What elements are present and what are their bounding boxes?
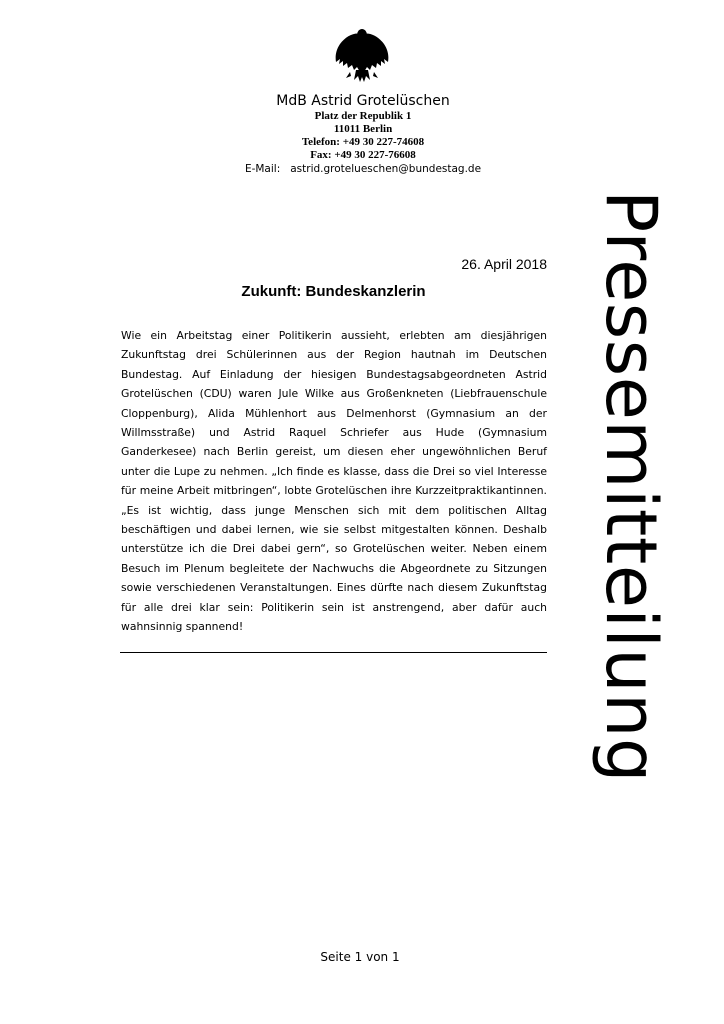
release-date: 26. April 2018 xyxy=(461,256,547,272)
letterhead-email-row xyxy=(180,162,546,176)
letterhead-address-line1: Platz der Republik 1 xyxy=(314,110,412,122)
letterhead-email: astrid.grotelueschen@bundestag.de xyxy=(290,163,482,175)
page-footer: Seite 1 von 1 xyxy=(320,950,400,964)
letterhead-email-label: E-Mail: xyxy=(244,163,281,175)
divider xyxy=(120,652,547,653)
body-text: Wie ein Arbeitstag einer Politikerin aussieht, erlebten am diesjährigen Zukunftstag drei Schülerinnen aus der Region hautnah im Deutschen Bundestag. Auf Einladung der hiesigen Bundestagsabgeordneten Astrid Grotelüschen (CDU) waren Jule Wilke aus Großenkneten (Liebfrauenschule Cloppenburg), Alida Mühlenhort aus Delmenhorst (Gymnasium an der Willmsstraße) und Astrid Raquel Schriefer aus Hude (Gymnasium Ganderkesee) nach Berlin gereist, um diesen eher ungewöhnlichen Beruf unter die Lupe zu nehmen. „Ich finde es klasse, dass die Drei so viel Interesse für meine Arbeit mitbringen“, lobte Grotelüschen ihre Kurzzeitpraktikantinnen. „Es ist wichtig, dass junge Menschen sich mit dem politischen Alltag beschäftigen und dabei lernen, wie sie selbst mitgestalten können. Deshalb unterstütze ich die Drei dabei gern“, so Grotelüschen weiter. Neben einem Besuch im Plenum begleitete der Nachwuchs die Abgeordnete zu Sitzungen sowie verschiedenen Veranstaltungen. Eines dürfte nach diesem Zukunftstag für alle drei klar sein: Politikerin sein ist anstrengend, aber dafür auch wahnsinnig spannend! xyxy=(121,329,547,634)
federal-eagle-icon xyxy=(334,26,390,86)
letterhead-fax: Fax: +49 30 227-76608 xyxy=(310,149,416,161)
letterhead-phone: Telefon: +49 30 227-74608 xyxy=(301,136,425,148)
side-title: Pressemitteilung xyxy=(590,189,672,783)
letterhead-address-line2: 11011 Berlin xyxy=(333,123,393,135)
side-title-container xyxy=(566,106,696,866)
letterhead-name: MdB Astrid Grotelüschen xyxy=(276,93,450,109)
letterhead xyxy=(180,92,546,176)
headline: Zukunft: Bundeskanzlerin xyxy=(241,283,426,300)
